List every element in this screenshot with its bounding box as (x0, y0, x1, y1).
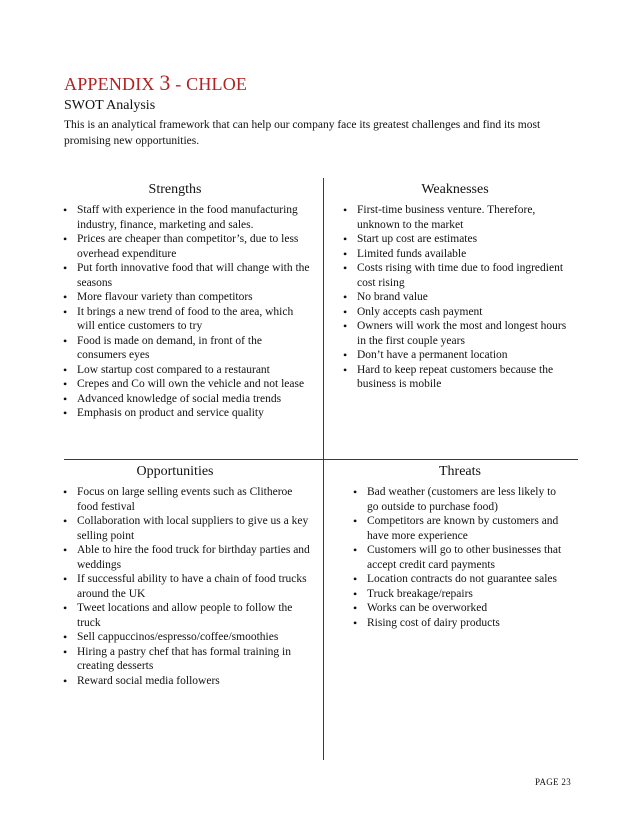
list-item: • Hard to keep repeat customers because the business is mobile (340, 363, 570, 392)
subtitle: SWOT Analysis (64, 98, 156, 113)
list-item: • Low startup cost compared to a restaurant (60, 363, 310, 378)
list-item: • Truck breakage/repairs (350, 587, 570, 602)
list-item: • Limited funds available (340, 247, 570, 262)
list-item: • Food is made on demand, in front of the consumers eyes (60, 334, 310, 363)
list-item: • Customers will go to other businesses that accept credit card payments (350, 543, 570, 572)
list-item: • Don’t have a permanent location (340, 348, 570, 363)
list-item: • Competitors are known by customers and have more experience (350, 514, 570, 543)
list-item: • Bad weather (customers are less likely to go outside to purchase food) (350, 485, 570, 514)
list-item: • Works can be overworked (350, 601, 570, 616)
list-item: • Advanced knowledge of social media trends (60, 392, 310, 407)
list-item: • No brand value (340, 290, 570, 305)
strengths-section (60, 182, 310, 421)
strengths-heading: Strengths (148, 182, 202, 197)
weaknesses-list (340, 203, 570, 392)
weaknesses-heading: Weaknesses (421, 182, 489, 197)
list-item: • Collaboration with local suppliers to give us a key selling point (60, 514, 310, 543)
vertical-divider (323, 178, 324, 760)
opportunities-heading: Opportunities (136, 464, 214, 479)
list-item: • Sell cappuccinos/espresso/coffee/smoothies (60, 630, 310, 645)
list-item: • Tweet locations and allow people to follow the truck (60, 601, 310, 630)
list-item: • Staff with experience in the food manufacturing industry, finance, marketing and sales. (60, 203, 310, 232)
list-item: • More flavour variety than competitors (60, 290, 310, 305)
list-item: • It brings a new trend of food to the area, which will entice customers to try (60, 305, 310, 334)
threats-heading: Threats (439, 464, 481, 479)
list-item: • Focus on large selling events such as Clitheroe food festival (60, 485, 310, 514)
list-item: • Hiring a pastry chef that has formal training in creating desserts (60, 645, 310, 674)
title-suffix: - CHLOE (175, 74, 248, 94)
intro-text: This is an analytical framework that can help our company face its greatest challenges and find its most promising new opportunities. (64, 119, 541, 147)
list-item: • Put forth innovative food that will change with the seasons (60, 261, 310, 290)
list-item: • Rising cost of dairy products (350, 616, 570, 631)
list-item: • Prices are cheaper than competitor’s, due to less overhead expenditure (60, 232, 310, 261)
strengths-list (60, 203, 310, 421)
page-title (64, 70, 247, 96)
threats-section (350, 464, 570, 630)
weaknesses-section (340, 182, 570, 392)
list-item: • First-time business venture. Therefore, unknown to the market (340, 203, 570, 232)
title-number: 3 (159, 70, 171, 95)
list-item: • Owners will work the most and longest hours in the first couple years (340, 319, 570, 348)
list-item: • Start up cost are estimates (340, 232, 570, 247)
list-item: • Location contracts do not guarantee sales (350, 572, 570, 587)
opportunities-list (60, 485, 310, 688)
list-item: • Reward social media followers (60, 674, 310, 689)
list-item: • If successful ability to have a chain of food trucks around the UK (60, 572, 310, 601)
opportunities-section (60, 464, 310, 688)
list-item: • Able to hire the food truck for birthday parties and weddings (60, 543, 310, 572)
title-prefix: APPENDIX (64, 74, 155, 94)
threats-list (350, 485, 570, 630)
page-number: PAGE 23 (534, 777, 571, 787)
list-item: • Costs rising with time due to food ingredient cost rising (340, 261, 570, 290)
list-item: • Crepes and Co will own the vehicle and not lease (60, 377, 310, 392)
list-item: • Only accepts cash payment (340, 305, 570, 320)
list-item: • Emphasis on product and service quality (60, 406, 310, 421)
horizontal-divider (64, 459, 578, 460)
